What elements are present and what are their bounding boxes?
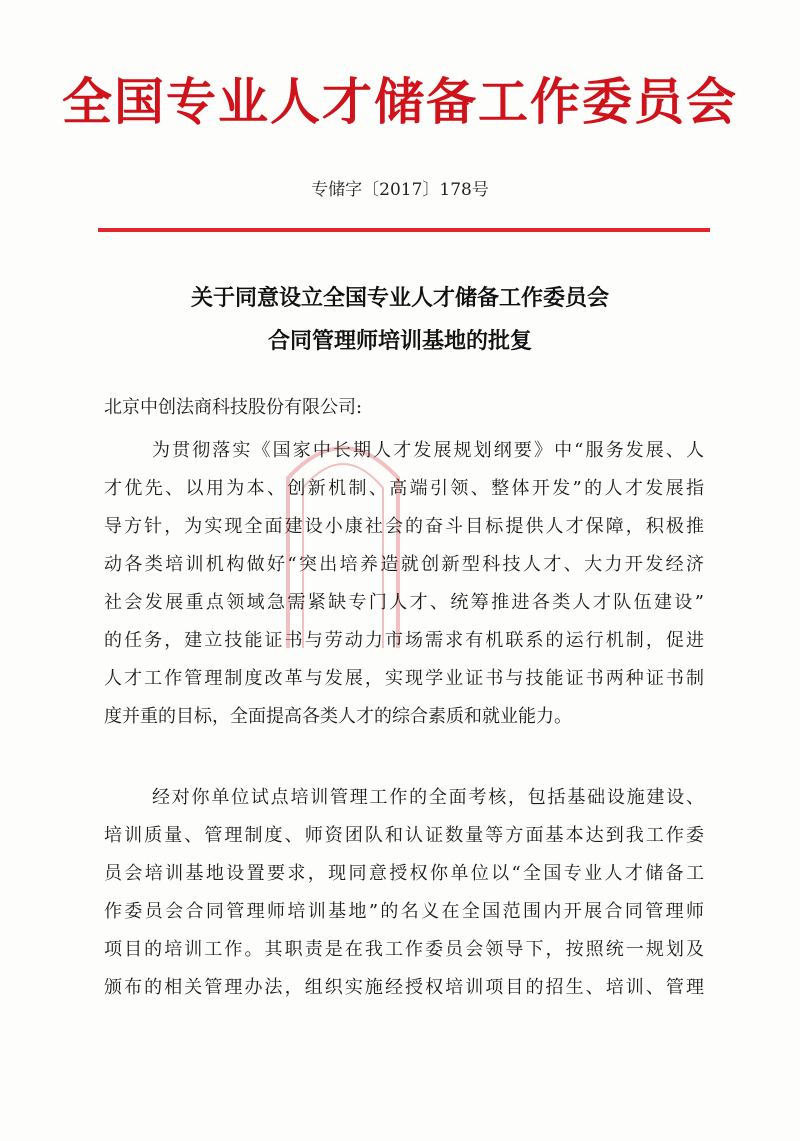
paragraph-line: 颁布的相关管理办法，组织实施经授权培训项目的招生、培训、管理	[104, 977, 704, 998]
paragraph-line: 才优先、以用为本、创新机制、高端引领、整体开发”的人才发展指	[104, 478, 704, 499]
paragraph-line: 培训质量、管理制度、师资团队和认证数量等方面基本达到我工作委	[104, 825, 704, 846]
document-title-line-2: 合同管理师培训基地的批复	[267, 328, 532, 354]
paragraph-line: 人才工作管理制度改革与发展，实现学业证书与技能证书两种证书制	[104, 668, 704, 689]
document-title-line-1: 关于同意设立全国专业人才储备工作委员会	[190, 285, 609, 311]
paragraph-line: 的任务，建立技能证书与劳动力市场需求有机联系的运行机制，促进	[104, 630, 704, 651]
paragraph-line: 作委员会合同管理师培训基地”的名义在全国范围内开展合同管理师	[104, 901, 704, 922]
paragraph-line: 项目的培训工作。其职责是在我工作委员会领导下，按照统一规划及	[104, 939, 704, 960]
paragraph-line: 经对你单位试点培训管理工作的全面考核，包括基础设施建设、	[152, 787, 704, 808]
paragraph-line: 为贯彻落实《国家中长期人才发展规划纲要》中“服务发展、人	[152, 440, 704, 461]
body-paragraph-1	[104, 432, 704, 736]
letterhead-org-name: 全国专业人才储备工作委员会	[62, 73, 738, 131]
paragraph-line: 动各类培训机构做好“突出培养造就创新型科技人才、大力开发经济	[104, 554, 704, 575]
body-paragraph-2	[104, 779, 704, 1007]
paragraph-line: 度并重的目标，全面提高各类人才的综合素质和就业能力。	[104, 706, 572, 727]
salutation: 北京中创法商科技股份有限公司:	[104, 397, 363, 418]
paragraph-line: 导方针，为实现全面建设小康社会的奋斗目标提供人才保障，积极推	[104, 516, 704, 537]
document-number: 专储字〔2017〕178号	[311, 180, 489, 200]
letterhead-red-rule	[98, 228, 710, 232]
paragraph-line: 员会培训基地设置要求，现同意授权你单位以“全国专业人才储备工	[104, 863, 704, 884]
paragraph-line: 社会发展重点领域急需紧缺专门人才、统筹推进各类人才队伍建设”	[104, 592, 704, 613]
